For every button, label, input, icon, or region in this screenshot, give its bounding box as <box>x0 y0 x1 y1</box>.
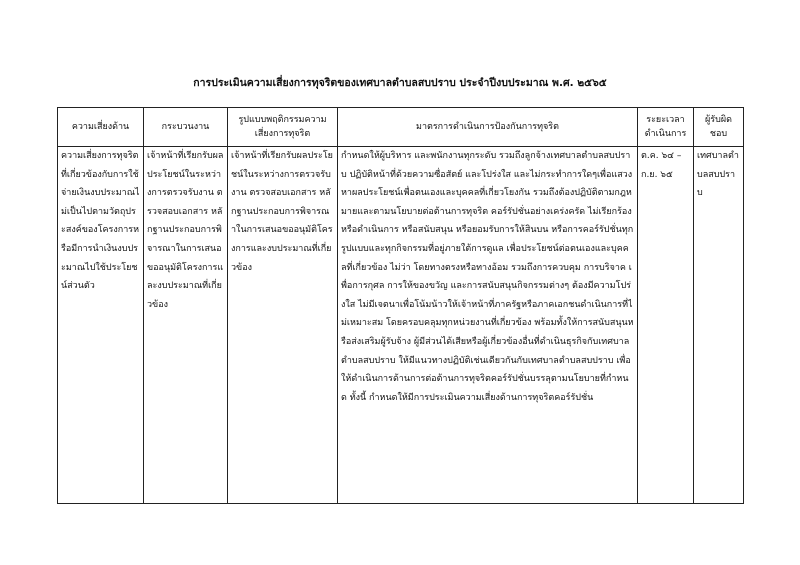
cell-period-text: ต.ค. ๖๔ – ก.ย. ๖๕ <box>641 151 682 180</box>
cell-measures <box>338 147 638 504</box>
page-title: การประเมินความเสี่ยงการทุจริตของเทศบาลตำบลสบปราบ ประจำปีงบประมาณ พ.ศ. ๒๕๖๕ <box>193 77 607 89</box>
header-risk: ความเสี่ยงด้าน <box>58 108 144 147</box>
header-responsible: ผู้รับผิดชอบ <box>694 108 744 147</box>
cell-responsible <box>694 147 744 504</box>
cell-risk <box>58 147 144 504</box>
header-process: กระบวนงาน <box>144 108 228 147</box>
risk-assessment-table <box>57 107 744 504</box>
table-row <box>58 147 744 504</box>
cell-measures-text: กำหนดให้ผู้บริหาร และพนักงานทุกระดับ รวมถึงลูกจ้างเทศบาลตำบลสบปราบ ปฏิบัติหน้าที่ด้วยความซื่อสัตย์ และโปร่งใส และไม่กระทำการใดๆเพื่อแสวงหาผลประโยชน์เพื่อตนเองและบุคคลที่เกี่ยวโยงกัน รวมถึงต้องปฏิบัติตามกฎหมายและตามนโยบายต่อต้านการทุจริต คอร์รัปชั่นอย่างเคร่งครัด ไม่เรียกร้อง หรือดำเนินการ หรือสนับสนุน หรือยอมรับการให้สินบน หรือการคอร์รัปชั่นทุกรูปแบบและทุกกิจกรรมที่อยู่ภายใต้การดูแล เพื่อประโยชน์ต่อตนเองและบุคคลที่เกี่ยวข้อง ไม่ว่า โดยทางตรงหรือทางอ้อม รวมถึงการควบคุม การบริจาค เพื่อการกุศล การให้ของขวัญ และการสนับสนุนกิจกรรมต่างๆ ต้องมีความโปร่งใส ไม่มีเจตนาเพื่อโน้มน้าวให้เจ้าหน้าที่ภาครัฐหรือภาคเอกชนดำเนินการที่ไม่เหมาะสม โดยครอบคลุมทุกหน่วยงานที่เกี่ยวข้อง พร้อมทั้งให้การสนับสนุนหรือส่งเสริมผู้รับจ้าง ผู้มีส่วนได้เสียหรือผู้เกี่ยวข้องอื่นที่ดำเนินธุรกิจกับเทศบาลตำบลสบปราบ ให้มีแนวทางปฏิบัติเช่นเดียวกันกับเทศบาลตำบลสบปราบ เพื่อให้ดำเนินการด้านการต่อต้านการทุจริตคอร์รัปชั่นบรรลุตามนโยบายที่กำหนด ทั้งนี้ กำหนดให้มีการประเมินความเสี่ยงด้านการทุจริตคอร์รัปชั่น <box>341 151 634 403</box>
cell-process-text: เจ้าหน้าที่เรียกรับผลประโยชน์ในระหว่างการตรวจรับงาน ตรวจสอบเอกสาร หลักฐานประกอบการพิจารณาในการเสนอขออนุมัติโครงการและงบประมาณที่เกี่ยวข้อง <box>147 151 224 310</box>
header-behavior: รูปแบบพฤติกรรมความเสี่ยงการทุจริต <box>228 108 338 147</box>
header-measures: มาตรการดำเนินการป้องกันการทุจริต <box>338 108 638 147</box>
cell-responsible-text: เทศบาลตำบลสบปราบ <box>697 151 739 199</box>
cell-behavior-text: เจ้าหน้าที่เรียกรับผลประโยชน์ในระหว่างการตรวจรับงาน ตรวจสอบเอกสาร หลักฐานประกอบการพิจารณาในการเสนอขออนุมัติโครงการและงบประมาณที่เกี่ยวข้อง <box>231 151 333 273</box>
cell-process <box>144 147 228 504</box>
cell-period <box>638 147 694 504</box>
cell-risk-text: ความเสี่ยงการทุจริตที่เกี่ยวข้องกับการใช้จ่ายเงินงบประมาณไม่เป็นไปตามวัตถุประสงค์ของโครงการหรือมีการนำเงินงบประมาณไปใช้ประโยชน์ส่วนตัว <box>61 151 140 292</box>
header-period: ระยะเวลาดำเนินการ <box>638 108 694 147</box>
cell-behavior <box>228 147 338 504</box>
table-header-row <box>58 108 744 147</box>
